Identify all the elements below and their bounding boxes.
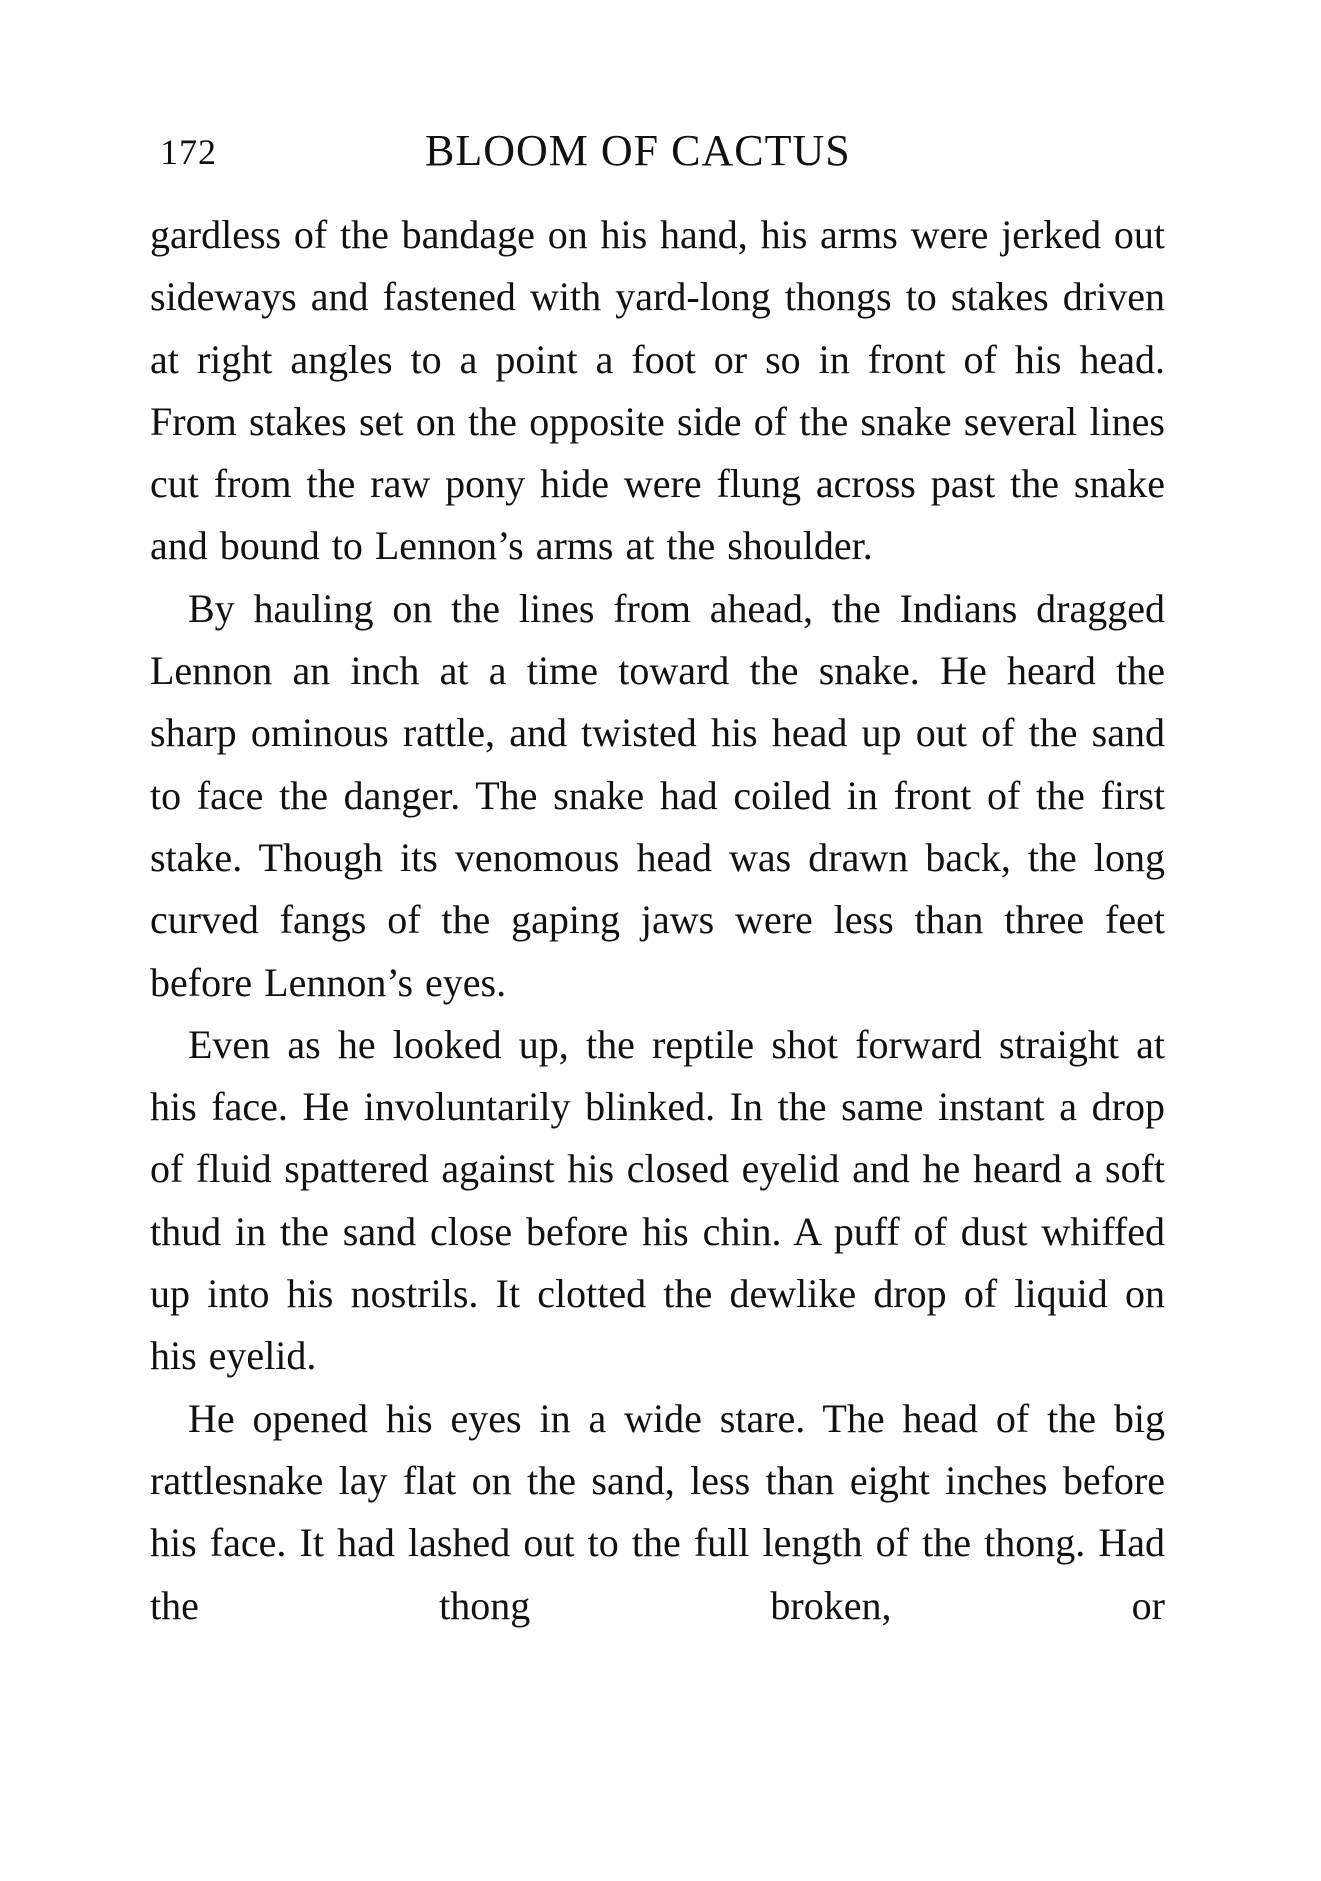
paragraph-4: He opened his eyes in a wide stare. The head of the big rattlesnake lay flat on the sand, less than eight inches before his face. It had lashed out to the full length of the thong. Had the thong broken, or (150, 1395, 1165, 1628)
paragraph-1: gardless of the bandage on his hand, his arms were jerked out sideways and fastened with yard-long thongs to stakes driven at right angles to a point a foot or so in front of his head. From stakes set on the opposite side of the snake several lines cut from the raw pony hide were flung across past the snake and bound to Lennon’s arms at the shoulder. (150, 212, 1165, 569)
paragraph-2: By hauling on the lines from ahead, the Indians dragged Lennon an inch at a time toward the snake. He heard the sharp ominous rattle, and twisted his head up out of the sand to face the danger. The snake had coiled in front of the first stake. Though its venomous head was drawn back, the long curved fangs of the gaping jaws were less than three feet before Lennon’s eyes. (150, 585, 1165, 1005)
page-number: 172 (160, 132, 217, 172)
paragraph-3: Even as he looked up, the reptile shot forward straight at his face. He involuntarily blinked. In the same instant a drop of fluid spattered against his closed eyelid and he heard a soft thud in the sand close before his chin. A puff of dust whiffed up into his nostrils. It clotted the dewlike drop of liquid on his eyelid. (150, 1021, 1165, 1379)
body-text (150, 204, 1165, 1637)
running-head: BLOOM OF CACTUS (425, 126, 851, 175)
page-header (160, 125, 1160, 185)
